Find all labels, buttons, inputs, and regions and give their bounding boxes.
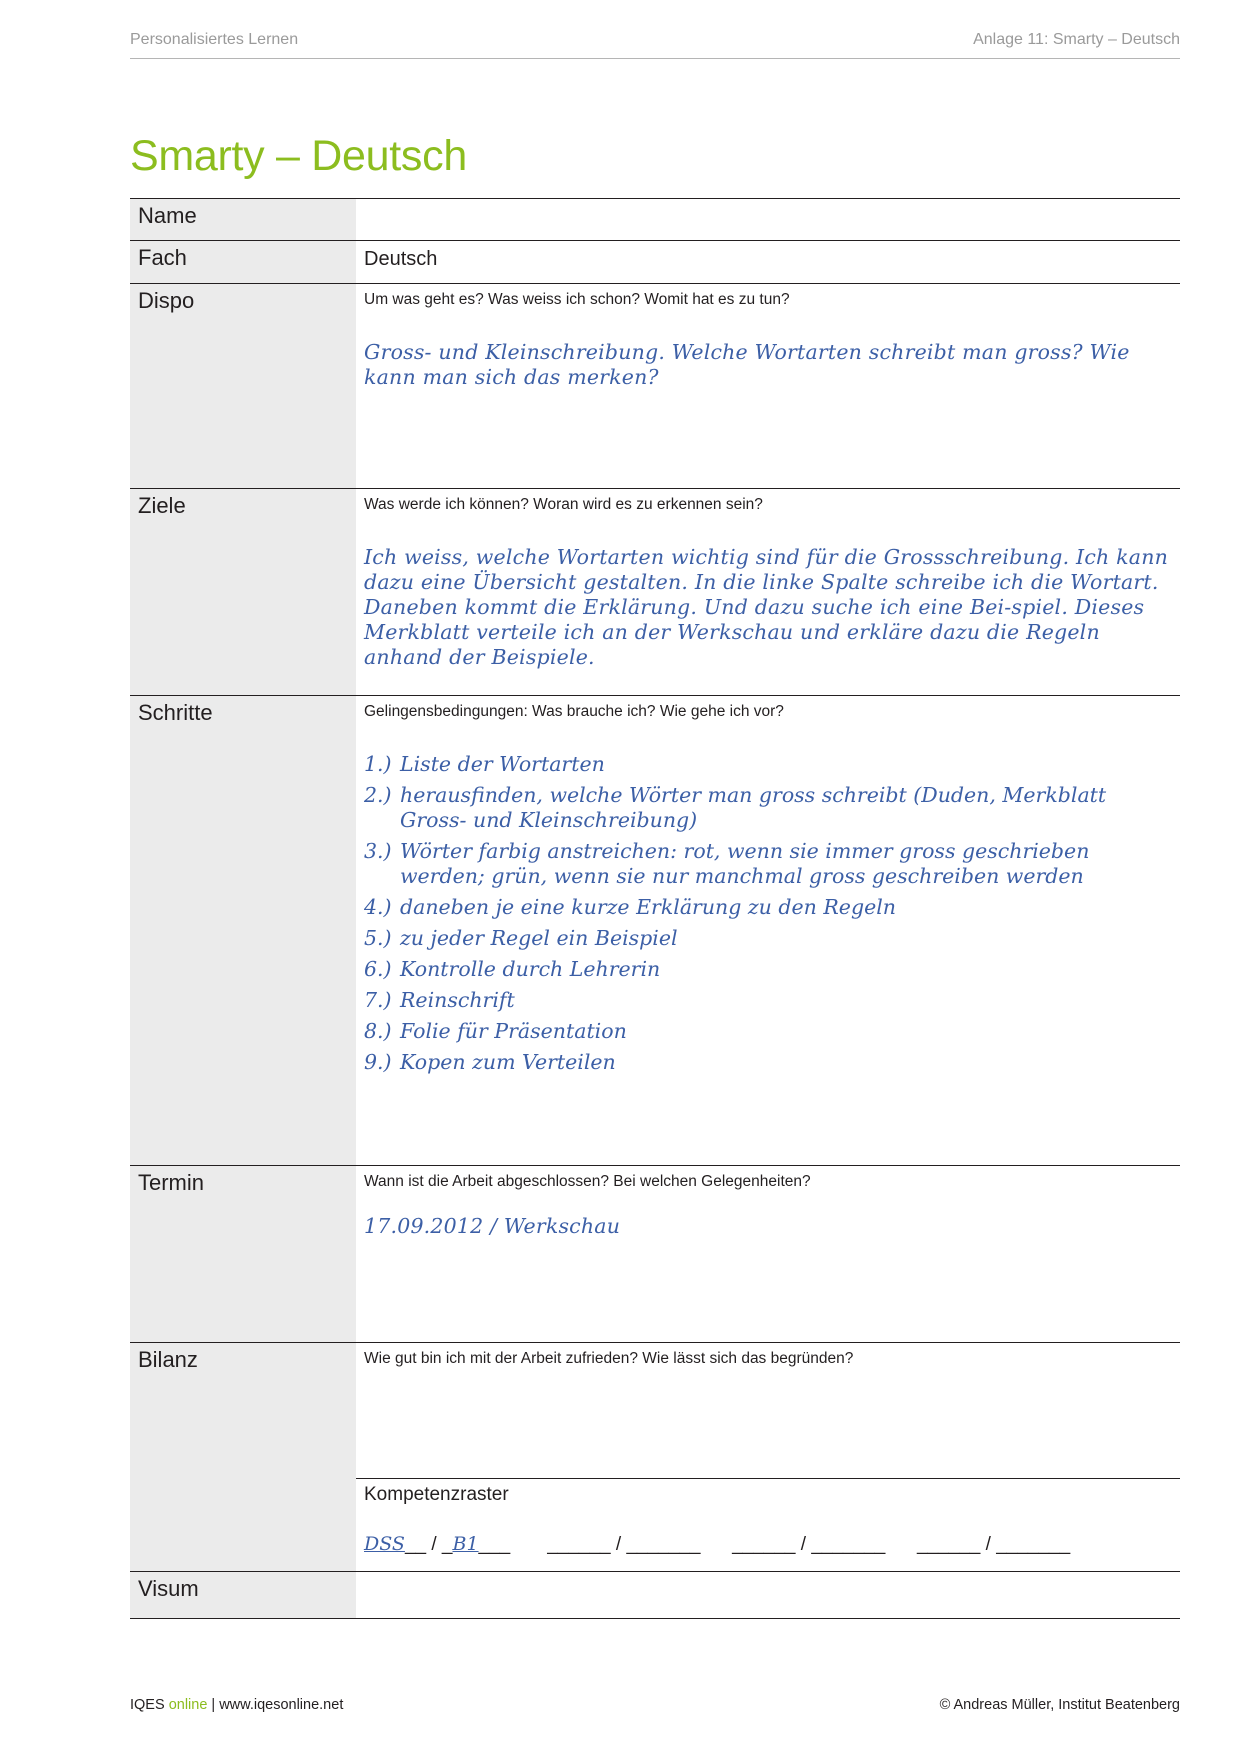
- row-ziele: [130, 488, 1180, 695]
- row-termin: [130, 1165, 1180, 1342]
- row-fach: [130, 240, 1180, 283]
- footer-site: | www.iqesonline.net: [207, 1697, 344, 1713]
- header-left-text: Personalisiertes Lernen: [130, 31, 299, 48]
- footer-brand-suffix: online: [168, 1697, 208, 1713]
- list-item: 3.) Wörter farbig anstreichen: rot, wenn sie immer gross geschrieben werden; grün, wenn sie nur manchmal gross geschreiben werden: [364, 839, 1090, 888]
- list-item: 2.) herausfinden, welche Wörter man gross schreibt (Duden, Merkblatt Gross- und Kleinschreibung): [364, 783, 1107, 832]
- smarty-form: [130, 198, 1180, 1619]
- row-label-name: Name: [130, 199, 356, 240]
- list-item: 8.) Folie für Präsentation: [364, 1019, 627, 1043]
- list-item: 5.) zu jeder Regel ein Beispiel: [364, 926, 678, 950]
- name-field[interactable]: [356, 199, 1180, 240]
- kompetenzraster-entries[interactable]: DSS__ / _B1___ ______ / _______ ______ / _______ ______ / _______: [364, 1533, 1071, 1555]
- fach-value: Deutsch: [364, 248, 438, 270]
- row-label-bilanz: Bilanz: [130, 1343, 356, 1571]
- row-dispo: [130, 283, 1180, 488]
- footer-copyright: © Andreas Müller, Institut Beatenberg: [939, 1697, 1180, 1713]
- row-label-schritte: Schritte: [130, 696, 356, 1165]
- row-name: [130, 198, 1180, 240]
- row-label-ziele: Ziele: [130, 489, 356, 695]
- list-item: 9.) Kopen zum Verteilen: [364, 1050, 616, 1074]
- schritte-field[interactable]: [356, 696, 1180, 1165]
- raster-blank-fields: ______ / _______ ______ / _______ ______ / _______: [547, 1534, 1071, 1555]
- dispo-prompt: Um was geht es? Was weiss ich schon? Womit hat es zu tun?: [364, 291, 790, 308]
- termin-field[interactable]: [356, 1166, 1180, 1342]
- list-item: 7.) Reinschrift: [364, 988, 515, 1012]
- dispo-answer: Gross- und Kleinschreibung. Welche Wortarten schreibt man gross? Wie kann man sich das merken?: [364, 340, 1130, 389]
- schritte-prompt: Gelingensbedingungen: Was brauche ich? Wie gehe ich vor?: [364, 703, 784, 720]
- bilanz-field[interactable]: [356, 1343, 1180, 1479]
- visum-field[interactable]: [356, 1572, 1180, 1618]
- termin-prompt: Wann ist die Arbeit abgeschlossen? Bei welchen Gelegenheiten?: [364, 1173, 811, 1190]
- list-item: 6.) Kontrolle durch Lehrerin: [364, 957, 661, 981]
- ziele-field[interactable]: [356, 489, 1180, 695]
- header-right-text: Anlage 11: Smarty – Deutsch: [973, 31, 1180, 48]
- row-label-visum: Visum: [130, 1572, 356, 1618]
- kompetenzraster-title: Kompetenzraster: [364, 1484, 509, 1505]
- termin-answer: 17.09.2012 / Werkschau: [364, 1214, 621, 1238]
- list-item: 1.) Liste der Wortarten: [364, 752, 605, 776]
- page-title: Smarty – Deutsch: [130, 132, 467, 180]
- ziele-answer: Ich weiss, welche Wortarten wichtig sind für die Grossschreibung. Ich kann dazu eine Übersicht gestalten. In die linke Spalte schreibe ich die Wortart. Daneben kommt die Erklärung. Und dazu suche ich eine Bei-spiel. Dieses Merkblatt verteile ich an der Werkschau und erkläre dazu die Regeln anhand der Beispiele.: [364, 545, 1168, 669]
- row-label-dispo: Dispo: [130, 284, 356, 488]
- list-item: 4.) daneben je eine kurze Erklärung zu den Regeln: [364, 895, 896, 919]
- row-label-fach: Fach: [130, 241, 356, 283]
- ziele-prompt: Was werde ich können? Woran wird es zu erkennen sein?: [364, 496, 763, 513]
- bilanz-prompt: Wie gut bin ich mit der Arbeit zufrieden? Wie lässt sich das begründen?: [364, 1350, 854, 1367]
- footer-brand: IQES: [130, 1697, 165, 1713]
- row-visum: [130, 1571, 1180, 1619]
- row-schritte: [130, 695, 1180, 1165]
- row-bilanz: [130, 1342, 1180, 1571]
- kompetenzraster: [356, 1478, 1180, 1571]
- steps-list: [364, 752, 1166, 1081]
- dispo-field[interactable]: [356, 284, 1180, 488]
- page-header: [130, 30, 1180, 59]
- raster-field-2: B1: [452, 1533, 479, 1555]
- row-label-termin: Termin: [130, 1166, 356, 1342]
- raster-field-1: DSS: [364, 1533, 405, 1555]
- fach-field[interactable]: [356, 241, 1180, 283]
